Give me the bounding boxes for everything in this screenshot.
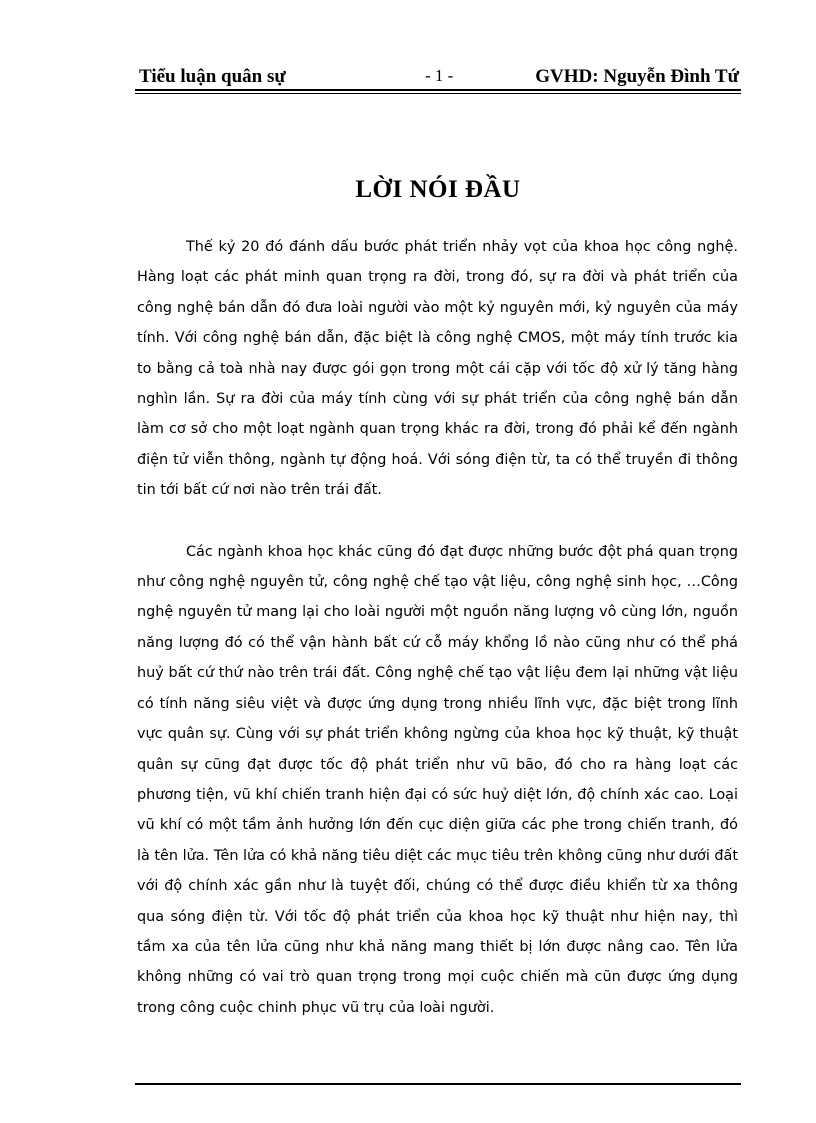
footer-rule <box>135 1083 741 1085</box>
header-rule-thick <box>135 89 741 91</box>
page-header <box>135 64 741 90</box>
body-paragraph-1: Thế kỷ 20 đó đánh dấu bước phát triển nhảy vọt của khoa học công nghệ. Hàng loạt các phát minh quan trọng ra đời, trong đó, sự ra đời và phát triển của công nghệ bán dẫn đó đưa loài người vào một kỷ nguyên mới, kỷ nguyên của máy tính. Với công nghệ bán dẫn, đặc biệt là công nghệ CMOS, một máy tính trước kia to bằng cả toà nhà nay được gói gọn trong một cái cặp với tốc độ xử lý tăng hàng nghìn lần. Sự ra đời của máy tính cùng với sự phát triển của công nghệ bán dẫn làm cơ sở cho một loạt ngành quan trọng khác ra đời, trong đó phải kể đến ngành điện tử viễn thông, ngành tự động hoá. Với sóng điện từ, ta có thể truyền đi thông tin tới bất cứ nơi nào trên trái đất. <box>137 239 738 499</box>
document-body <box>137 232 738 1023</box>
header-rule-thin <box>135 93 741 94</box>
header-instructor: GVHD: Nguyễn Đình Tứ <box>535 66 739 87</box>
header-course-title: Tiểu luận quân sự <box>139 66 286 87</box>
body-paragraph-2: Các ngành khoa học khác cũng đó đạt được những bước đột phá quan trọng như công nghệ nguyên tử, công nghệ chế tạo vật liệu, công nghệ sinh học, …Công nghệ nguyên tử mang lại cho loài người một nguồn năng lượng vô cùng lớn, nguồn năng lượng đó có thể vận hành bất cứ cỗ máy khổng lồ nào cũng như có thể phá huỷ bất cứ thứ nào trên trái đất. Công nghệ chế tạo vật liệu đem lại những vật liệu có tính năng siêu việt và được ứng dụng trong nhiều lĩnh vực, đặc biệt trong lĩnh vực quân sự. Cùng với sự phát triển không ngừng của khoa học kỹ thuật, kỹ thuật quân sự cũng đạt được tốc độ phát triển như vũ bão, đó cho ra hàng loạt các phương tiện, vũ khí chiến tranh hiện đại có sức huỷ diệt lớn, độ chính xác cao. Loại vũ khí có một tầm ảnh hưởng lớn đến cục diện giữa các phe trong chiến tranh, đó là tên lửa. Tên lửa có khả năng tiêu diệt các mục tiêu trên không cũng như dưới đất với độ chính xác gần như là tuyệt đối, chúng có thể được điều khiển từ xa thông qua sóng điện từ. Với tốc độ phát triển của khoa học kỹ thuật như hiện nay, thì tầm xa của tên lửa cũng như khả năng mang thiết bị lớn được nâng cao. Tên lửa không những có vai trò quan trọng trong mọi cuộc chiến mà cũn được ứng dụng trong công cuộc chinh phục vũ trụ của loài người. <box>137 543 738 1016</box>
header-page-number: - 1 - <box>425 66 454 85</box>
page-title: LỜI NÓI ĐẦU <box>355 176 521 203</box>
